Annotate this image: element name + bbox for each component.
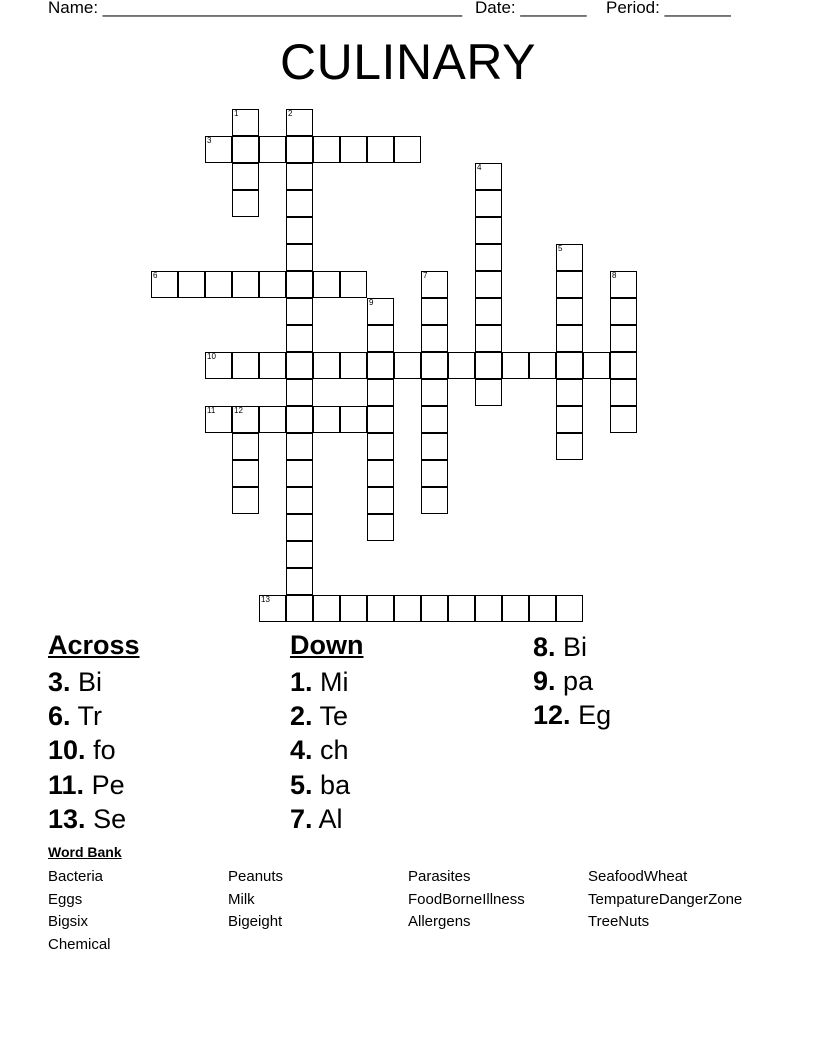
grid-cell[interactable] (367, 136, 394, 163)
grid-cell[interactable] (556, 433, 583, 460)
grid-cell[interactable] (340, 595, 367, 622)
grid-cell[interactable] (286, 352, 313, 379)
clue-number: 10 (207, 352, 216, 361)
grid-cell[interactable] (313, 595, 340, 622)
grid-cell[interactable] (259, 352, 286, 379)
grid-cell[interactable] (610, 379, 637, 406)
grid-cell[interactable] (556, 352, 583, 379)
period-field-label: Period: _______ (606, 0, 731, 17)
grid-cell[interactable] (232, 352, 259, 379)
grid-cell[interactable] (421, 595, 448, 622)
grid-cell[interactable] (286, 244, 313, 271)
grid-cell[interactable] (286, 190, 313, 217)
grid-cell[interactable] (367, 460, 394, 487)
clue-number: 5 (558, 244, 563, 253)
grid-cell[interactable] (232, 487, 259, 514)
grid-cell[interactable] (313, 136, 340, 163)
grid-cell[interactable] (556, 298, 583, 325)
word-bank-item: TreeNuts (588, 913, 650, 930)
down-clue: 8. Bi (533, 632, 588, 662)
grid-cell[interactable] (367, 325, 394, 352)
grid-cell[interactable] (286, 217, 313, 244)
grid-cell[interactable] (232, 163, 259, 190)
grid-cell[interactable] (367, 406, 394, 433)
word-bank-item: Bigeight (228, 913, 283, 930)
across-clue: 11. Pe (48, 770, 125, 800)
grid-cell[interactable] (286, 271, 313, 298)
grid-cell[interactable] (313, 271, 340, 298)
grid-cell[interactable] (529, 352, 556, 379)
grid-cell[interactable] (556, 244, 583, 271)
grid-cell[interactable] (286, 514, 313, 541)
grid-cell[interactable] (232, 271, 259, 298)
grid-cell[interactable] (448, 595, 475, 622)
clue-number: 6 (153, 271, 158, 280)
word-bank-item: Bigsix (48, 913, 89, 930)
word-bank-item: Milk (228, 891, 255, 908)
word-bank-item: Bacteria (48, 868, 104, 885)
down-clue: 2. Te (290, 701, 349, 731)
grid-cell[interactable] (421, 352, 448, 379)
grid-cell[interactable] (394, 136, 421, 163)
grid-cell[interactable] (232, 136, 259, 163)
grid-cell[interactable] (205, 406, 232, 433)
grid-cell[interactable] (286, 136, 313, 163)
grid-cell[interactable] (475, 271, 502, 298)
clue-number: 9 (369, 298, 374, 307)
grid-cell[interactable] (475, 379, 502, 406)
down-heading: Down (290, 630, 364, 660)
grid-cell[interactable] (394, 352, 421, 379)
down-clue: 9. pa (533, 666, 594, 696)
name-field-label: Name: ______________________________________ (48, 0, 463, 17)
clue-number: 13 (261, 595, 270, 604)
grid-cell[interactable] (475, 244, 502, 271)
grid-cell[interactable] (205, 271, 232, 298)
grid-cell[interactable] (556, 271, 583, 298)
grid-cell[interactable] (610, 352, 637, 379)
grid-cell[interactable] (313, 406, 340, 433)
grid-cell[interactable] (610, 271, 637, 298)
across-clue: 10. fo (48, 735, 116, 765)
grid-cell[interactable] (286, 325, 313, 352)
word-bank-title: Word Bank (48, 844, 122, 860)
grid-cell[interactable] (286, 298, 313, 325)
grid-cell[interactable] (421, 406, 448, 433)
grid-cell[interactable] (556, 379, 583, 406)
grid-cell[interactable] (610, 406, 637, 433)
grid-cell[interactable] (475, 595, 502, 622)
grid-cell[interactable] (529, 595, 556, 622)
grid-cell[interactable] (556, 595, 583, 622)
grid-cell[interactable] (367, 298, 394, 325)
clue-number: 1 (234, 109, 239, 118)
grid-cell[interactable] (421, 271, 448, 298)
grid-cell[interactable] (367, 433, 394, 460)
grid-cell[interactable] (367, 595, 394, 622)
clue-number: 3 (207, 136, 212, 145)
word-bank-item: TempatureDangerZone (588, 891, 743, 908)
grid-cell[interactable] (502, 352, 529, 379)
grid-cell[interactable] (475, 298, 502, 325)
grid-cell[interactable] (178, 271, 205, 298)
grid-cell[interactable] (259, 271, 286, 298)
grid-cell[interactable] (421, 325, 448, 352)
grid-cell[interactable] (475, 190, 502, 217)
grid-cell[interactable] (421, 379, 448, 406)
word-bank-item: Allergens (408, 913, 471, 930)
grid-cell[interactable] (313, 352, 340, 379)
across-clue: 6. Tr (48, 701, 103, 731)
grid-cell[interactable] (286, 487, 313, 514)
word-bank-item: FoodBorneIllness (408, 891, 525, 908)
clue-number: 11 (207, 406, 216, 415)
grid-cell[interactable] (556, 325, 583, 352)
grid-cell[interactable] (367, 487, 394, 514)
grid-cell[interactable] (475, 217, 502, 244)
across-clue: 3. Bi (48, 667, 103, 697)
clue-number: 8 (612, 271, 617, 280)
grid-cell[interactable] (367, 514, 394, 541)
grid-cell[interactable] (475, 325, 502, 352)
grid-cell[interactable] (475, 352, 502, 379)
grid-cell[interactable] (556, 406, 583, 433)
grid-cell[interactable] (583, 352, 610, 379)
clue-number: 7 (423, 271, 428, 280)
grid-cell[interactable] (340, 136, 367, 163)
grid-cell[interactable] (232, 460, 259, 487)
grid-cell[interactable] (367, 352, 394, 379)
word-bank-item: Parasites (408, 868, 471, 885)
word-bank-item: Eggs (48, 891, 83, 908)
grid-cell[interactable] (205, 136, 232, 163)
down-clue: 12. Eg (533, 700, 612, 730)
grid-cell[interactable] (286, 541, 313, 568)
grid-cell[interactable] (448, 352, 475, 379)
grid-cell[interactable] (286, 163, 313, 190)
grid-cell[interactable] (421, 460, 448, 487)
grid-cell[interactable] (475, 163, 502, 190)
down-clue: 1. Mi (290, 667, 349, 697)
clue-number: 2 (288, 109, 293, 118)
grid-cell[interactable] (232, 190, 259, 217)
grid-cell[interactable] (232, 406, 259, 433)
puzzle-title: CULINARY (280, 34, 536, 90)
grid-cell[interactable] (610, 325, 637, 352)
grid-cell[interactable] (232, 433, 259, 460)
date-field-label: Date: _______ (475, 0, 587, 17)
grid-cell[interactable] (421, 487, 448, 514)
grid-cell[interactable] (610, 298, 637, 325)
grid-cell[interactable] (286, 595, 313, 622)
grid-cell[interactable] (340, 271, 367, 298)
clue-number: 12 (234, 406, 243, 415)
grid-cell[interactable] (421, 433, 448, 460)
grid-cell[interactable] (286, 433, 313, 460)
grid-cell[interactable] (259, 406, 286, 433)
grid-cell[interactable] (259, 595, 286, 622)
clue-number: 4 (477, 163, 482, 172)
grid-cell[interactable] (394, 595, 421, 622)
grid-cell[interactable] (259, 136, 286, 163)
grid-cell[interactable] (421, 298, 448, 325)
grid-cell[interactable] (286, 379, 313, 406)
grid-cell[interactable] (502, 595, 529, 622)
grid-cell[interactable] (286, 109, 313, 136)
grid-cell[interactable] (205, 352, 232, 379)
grid-cell[interactable] (286, 406, 313, 433)
grid-cell[interactable] (232, 109, 259, 136)
grid-cell[interactable] (286, 460, 313, 487)
grid-cell[interactable] (286, 568, 313, 595)
grid-cell[interactable] (151, 271, 178, 298)
word-bank-item: Peanuts (228, 868, 284, 885)
down-clue: 4. ch (290, 735, 349, 765)
grid-cell[interactable] (340, 406, 367, 433)
across-heading: Across (48, 630, 140, 660)
down-clue: 5. ba (290, 770, 351, 800)
grid-cell[interactable] (340, 352, 367, 379)
across-clue: 13. Se (48, 804, 127, 834)
word-bank-item: SeafoodWheat (588, 868, 688, 885)
grid-cell[interactable] (367, 379, 394, 406)
down-clue: 7. Al (290, 804, 343, 834)
word-bank-item: Chemical (48, 936, 111, 953)
